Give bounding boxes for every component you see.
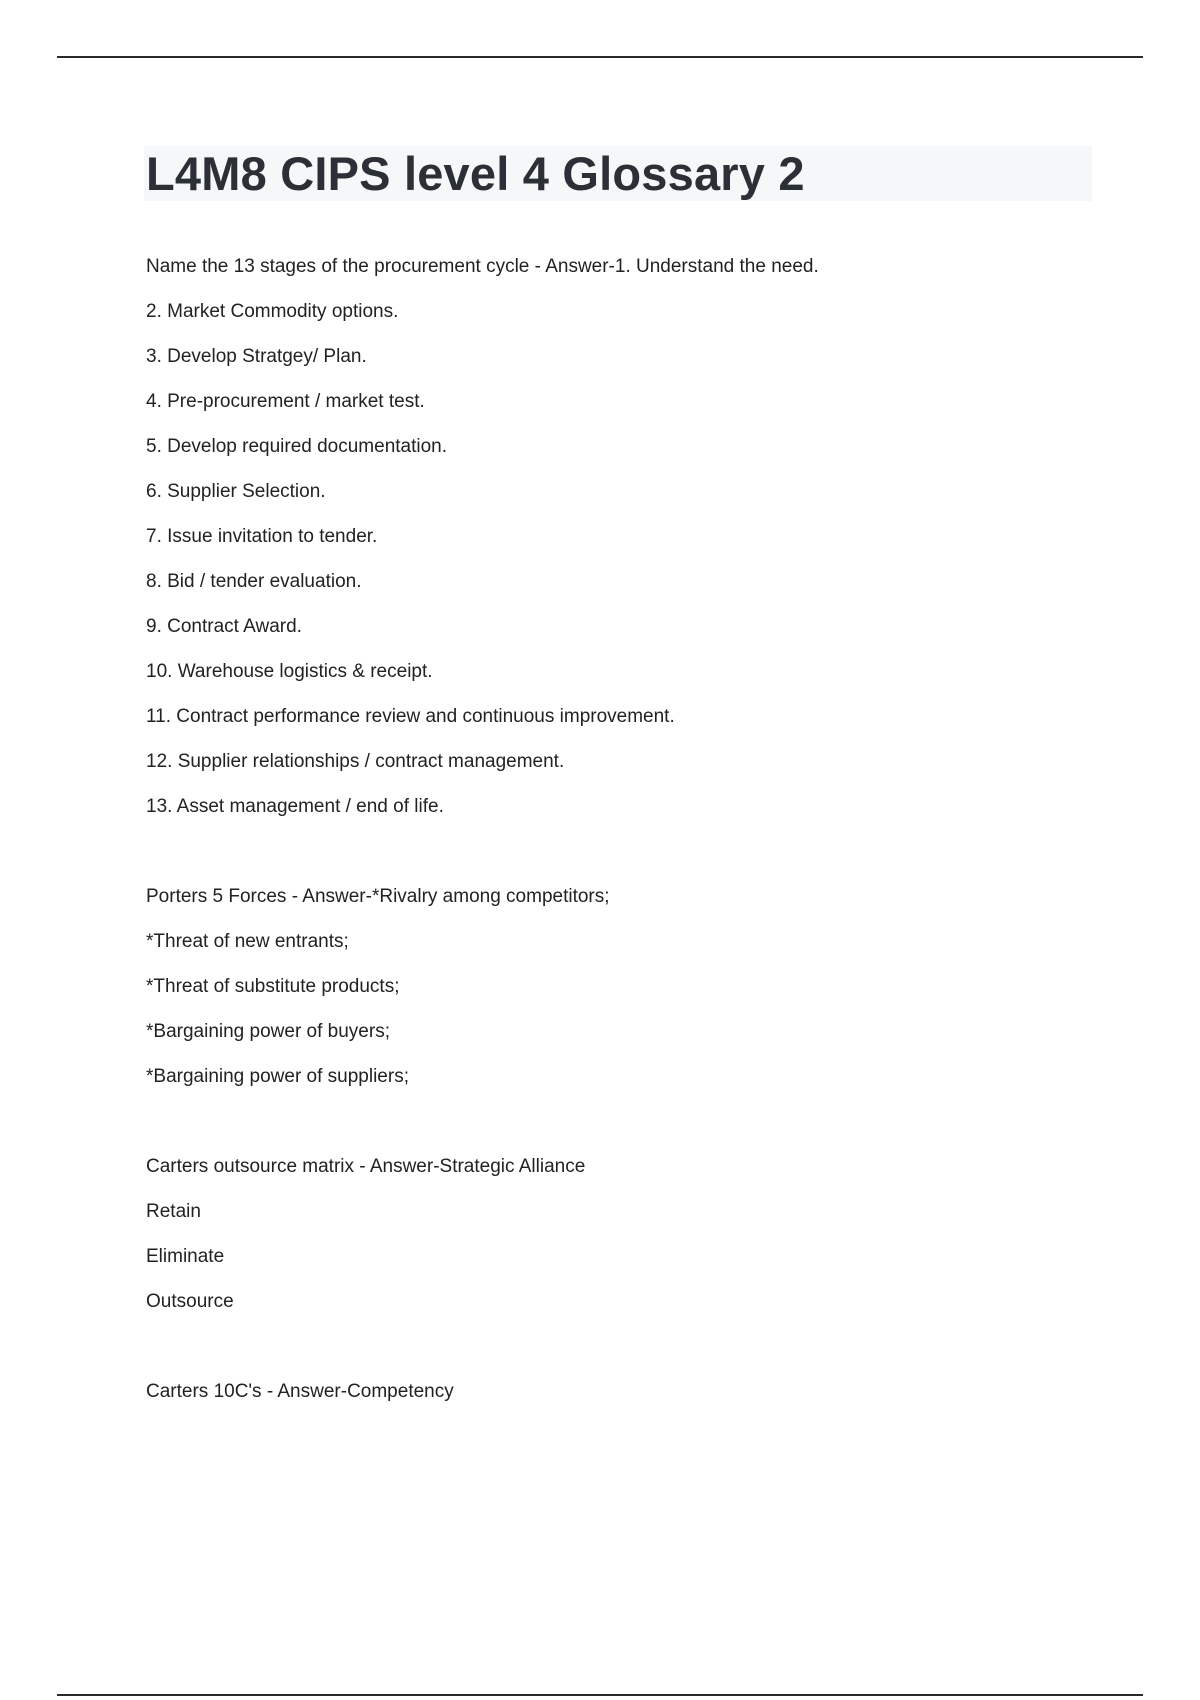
glossary-line: *Bargaining power of suppliers; — [146, 1066, 409, 1087]
section-carters-outsource-matrix — [146, 1144, 1096, 1324]
bottom-rule — [57, 1694, 1143, 1696]
glossary-line: *Threat of substitute products; — [146, 976, 400, 997]
glossary-line: Outsource — [146, 1291, 234, 1312]
glossary-line: 12. Supplier relationships / contract management. — [146, 751, 565, 772]
section-spacer — [146, 1324, 1096, 1369]
section-spacer — [146, 1099, 1096, 1144]
glossary-line: 3. Develop Stratgey/ Plan. — [146, 346, 367, 367]
glossary-line: Retain — [146, 1201, 201, 1222]
glossary-line: 4. Pre-procurement / market test. — [146, 391, 425, 412]
glossary-line: *Threat of new entrants; — [146, 931, 349, 952]
top-rule — [57, 56, 1143, 58]
glossary-line: Carters 10C's - Answer-Competency — [146, 1381, 454, 1402]
glossary-line: *Bargaining power of buyers; — [146, 1021, 390, 1042]
glossary-line: 9. Contract Award. — [146, 616, 302, 637]
glossary-line: 6. Supplier Selection. — [146, 481, 326, 502]
section-carters-10cs — [146, 1369, 1096, 1414]
glossary-line: 2. Market Commodity options. — [146, 301, 399, 322]
glossary-content — [146, 244, 1096, 1414]
glossary-line: 11. Contract performance review and continuous improvement. — [146, 706, 675, 727]
glossary-line: 5. Develop required documentation. — [146, 436, 448, 457]
glossary-line: Carters outsource matrix - Answer-Strategic Alliance — [146, 1156, 586, 1177]
glossary-line: 13. Asset management / end of life. — [146, 796, 444, 817]
glossary-line: 8. Bid / tender evaluation. — [146, 571, 362, 592]
section-spacer — [146, 829, 1096, 874]
section-porters-five-forces — [146, 874, 1096, 1099]
section-procurement-cycle — [146, 244, 1096, 829]
page-title: L4M8 CIPS level 4 Glossary 2 — [146, 147, 805, 200]
glossary-line: 10. Warehouse logistics & receipt. — [146, 661, 433, 682]
glossary-line: Name the 13 stages of the procurement cycle - Answer-1. Understand the need. — [146, 256, 819, 277]
glossary-line: 7. Issue invitation to tender. — [146, 526, 378, 547]
glossary-line: Porters 5 Forces - Answer-*Rivalry among competitors; — [146, 886, 610, 907]
glossary-line: Eliminate — [146, 1246, 225, 1267]
